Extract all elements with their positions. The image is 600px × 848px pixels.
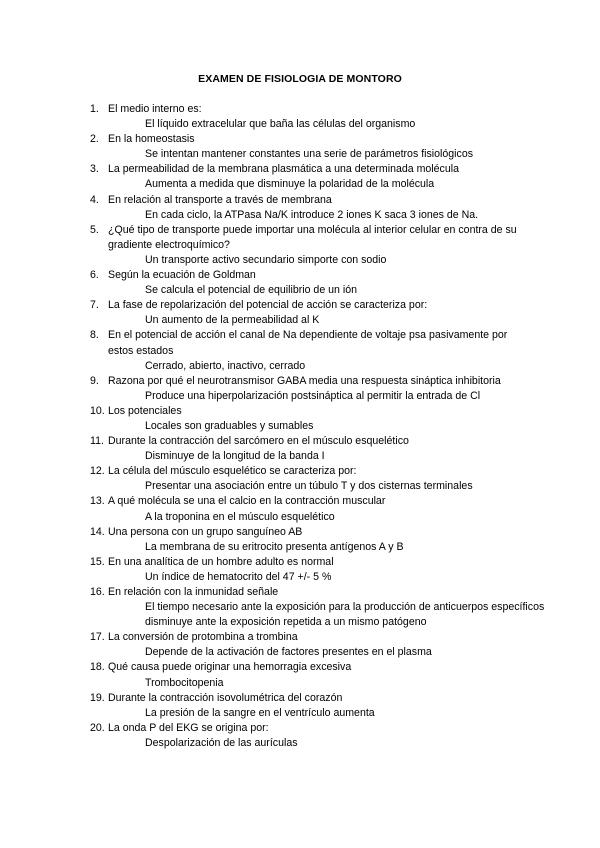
list-item [0,268,600,298]
question-text: La célula del músculo esquelético se caracteriza por: [108,465,357,478]
item-number: 2. [90,133,99,146]
answer-text: Se calcula el potencial de equilibrio de un ión [145,284,358,297]
list-item [0,298,600,328]
question-text: La permeabilidad de la membrana plasmática a una determinada molécula [108,163,459,176]
list-item [0,223,600,268]
list-item [0,630,600,660]
question-text: En el potencial de acción el canal de Na dependiente de voltaje psa pasivamente por estos estados [108,329,508,357]
item-number: 5. [90,223,99,236]
item-number: 16. [90,586,105,598]
list-item [0,660,600,690]
question-text: Qué causa puede originar una hemorragia excesiva [108,661,352,674]
item-number: 4. [90,193,99,206]
answer-text: En cada ciclo, la ATPasa Na/K introduce 2 iones K saca 3 iones de Na. [145,208,479,221]
item-number: 13. [90,495,105,508]
answer-text: La membrana de su eritrocito presenta antígenos A y B [145,540,404,553]
answer-text: El tiempo necesario ante la exposición para la producción de anticuerpos específicos disminuye ante la exposición repetida a un mismo patógeno [145,601,545,629]
question-text: A qué molécula se una el calcio en la contracción muscular [108,495,386,508]
list-item [0,691,600,721]
list-item [0,404,600,434]
item-number: 8. [90,329,99,342]
question-text: Una persona con un grupo sanguíneo AB [108,525,303,538]
answer-text: Un aumento de la permeabilidad al K [145,314,320,327]
question-text: ¿Qué tipo de transporte puede importar una molécula al interior celular en contra de su gradiente electroquímico? [108,223,517,251]
answer-text: El líquido extracelular que baña las células del organismo [145,118,416,131]
list-item [0,162,600,192]
item-number: 14. [90,525,105,538]
list-item [0,555,600,585]
answer-text: Cerrado, abierto, inactivo, cerrado [145,359,306,372]
question-text: En una analítica de un hombre adulto es normal [108,555,334,568]
question-text: En relación al transporte a través de membrana [108,193,332,206]
item-number: 17. [90,631,105,644]
item-number: 7. [90,299,99,312]
question-text: La conversión de protombina a trombina [108,631,298,644]
answer-text: Presentar una asociación entre un túbulo T y dos cisternas terminales [145,480,473,493]
item-number: 9. [90,374,99,387]
answer-text: Un transporte activo secundario simporte con sodio [145,253,387,266]
answer-text: Se intentan mantener constantes una serie de parámetros fisiológicos [145,148,474,161]
answer-text: A la troponina en el músculo esquelético [145,510,335,523]
question-text: Durante la contracción del sarcómero en el músculo esquelético [108,435,409,448]
question-text: La onda P del EKG se origina por: [108,721,269,734]
item-number: 11. [90,435,104,448]
list-item [0,494,600,524]
item-number: 20. [90,721,105,734]
question-text: El medio interno es: [108,103,202,115]
question-text: Razona por qué el neurotransmisor GABA media una respuesta sináptica inhibitoria [108,374,501,387]
answer-text: Un índice de hematocrito del 47 +/- 5 % [145,570,332,583]
answer-text: Locales son graduables y sumables [145,419,314,432]
list-item [0,374,600,404]
question-text: Durante la contracción isovolumétrica del corazón [108,691,343,704]
item-number: 15. [90,555,105,568]
item-number: 18. [90,661,105,674]
list-item [0,102,600,132]
question-text: Los potenciales [108,404,182,417]
list-item [0,132,600,162]
answer-text: La presión de la sangre en el ventrículo aumenta [145,706,375,719]
list-item [0,721,600,751]
answer-text: Aumenta a medida que disminuye la polaridad de la molécula [145,178,435,191]
answer-text: Disminuye de la longitud de la banda I [145,450,325,463]
answer-text: Despolarización de las aurículas [145,736,298,749]
answer-text: Produce una hiperpolarización postsináptica al permitir la entrada de Cl [145,389,481,402]
item-number: 19. [90,691,105,704]
question-text: La fase de repolarización del potencial de acción se caracteriza por: [108,299,428,312]
document-title: EXAMEN DE FISIOLOGIA DE MONTORO [198,73,402,85]
answer-text: Trombocitopenia [145,676,224,689]
answer-text: Depende de la activación de factores presentes en el plasma [145,646,432,659]
list-item [0,193,600,223]
list-item [0,434,600,464]
item-number: 12. [90,465,105,478]
item-number: 3. [90,163,99,176]
item-number: 1. [90,103,99,115]
question-text: En la homeostasis [108,133,195,146]
question-text: En relación con la inmunidad señale [108,586,279,598]
list-item [0,585,600,630]
question-list [0,102,600,751]
list-item [0,464,600,494]
list-item [0,525,600,555]
item-number: 10. [90,404,105,417]
question-text: Según la ecuación de Goldman [108,269,256,282]
item-number: 6. [90,269,99,282]
list-item [0,328,600,373]
